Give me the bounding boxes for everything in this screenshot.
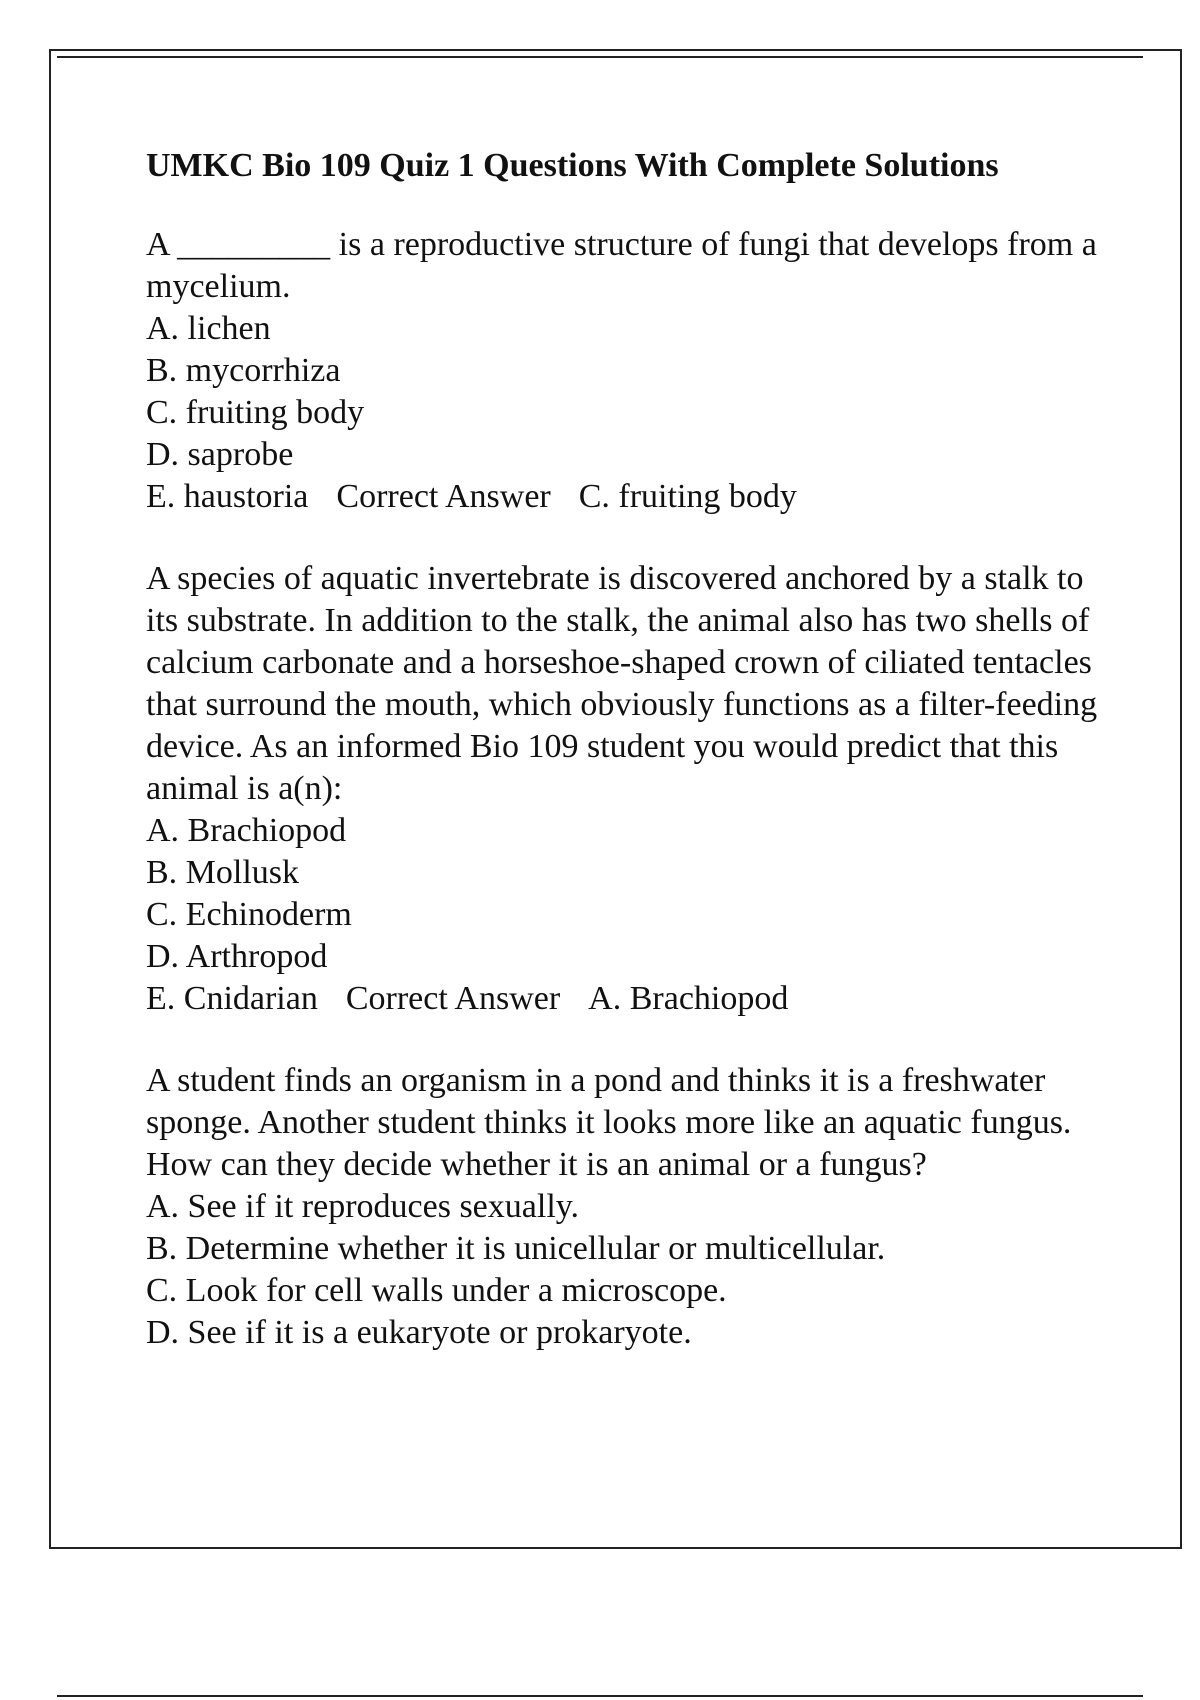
- question-text: A species of aquatic invertebrate is discovered anchored by a stalk to its substrate. In addition to the stalk, the animal also has two shells of calcium carbonate and a horseshoe-shaped crown of ciliated tentacles that surround the mouth, which obviously functions as a filter-feeding device. As an informed Bio 109 student you would predict that this animal is a(n):: [146, 560, 1098, 807]
- option-e-with-answer: [146, 978, 1106, 1020]
- option-e-with-answer: [146, 476, 1106, 518]
- option-b: B. Mollusk: [146, 854, 300, 891]
- option-d: D. See if it is a eukaryote or prokaryote.: [146, 1314, 692, 1351]
- option-d: D. saprobe: [146, 436, 294, 473]
- option-a: A. lichen: [146, 310, 271, 347]
- option-e: E. haustoria: [146, 478, 309, 515]
- question-text: A student finds an organism in a pond and thinks it is a freshwater sponge. Another student thinks it looks more like an aquatic fungus. How can they decide whether it is an animal or a fungus?: [146, 1062, 1072, 1183]
- option-c: C. Look for cell walls under a microscope.: [146, 1272, 727, 1309]
- option-a: A. See if it reproduces sexually.: [146, 1188, 580, 1225]
- option-b: B. Determine whether it is unicellular or multicellular.: [146, 1230, 886, 1267]
- question-text: A _________ is a reproductive structure of fungi that develops from a mycelium.: [146, 226, 1097, 305]
- question-2: [146, 558, 1106, 1020]
- option-c: C. fruiting body: [146, 394, 365, 431]
- correct-answer: C. fruiting body: [578, 478, 797, 515]
- footer-rule: [57, 1695, 1143, 1697]
- question-3: [146, 1060, 1106, 1354]
- correct-answer: A. Brachiopod: [588, 980, 789, 1017]
- option-b: B. mycorrhiza: [146, 352, 341, 389]
- document-body: [146, 144, 1106, 1394]
- header-rule: [57, 56, 1143, 58]
- question-1: [146, 224, 1106, 518]
- option-d: D. Arthropod: [146, 938, 328, 975]
- correct-answer-label: Correct Answer: [345, 980, 561, 1017]
- document-title: UMKC Bio 109 Quiz 1 Questions With Complete Solutions: [146, 147, 999, 184]
- option-e: E. Cnidarian: [146, 980, 318, 1017]
- option-c: C. Echinoderm: [146, 896, 352, 933]
- correct-answer-label: Correct Answer: [336, 478, 551, 515]
- option-a: A. Brachiopod: [146, 812, 347, 849]
